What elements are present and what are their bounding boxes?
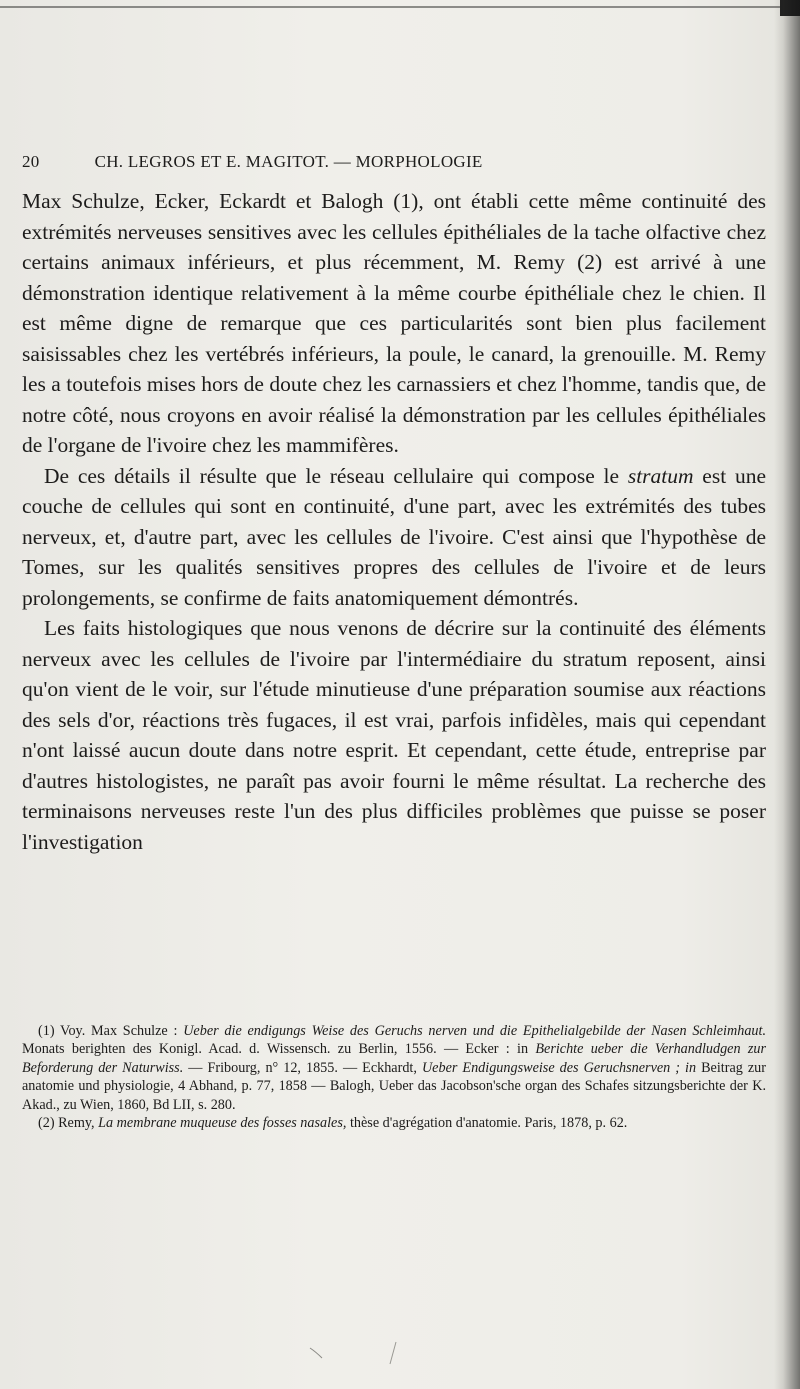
footnote-1-title-3: Ueber Endigungsweise des Geruchsnerven ; in (421, 1059, 697, 1076)
footnote-1-text-b: Monats berighten des Konigl. Acad. d. Wissensch. zu Berlin, 1556. — Ecker : in (22, 1041, 536, 1058)
footnote-1-text-d: Beitrag zur anatomie und physiologie, 4 Abhand, p. 77, 1858 — Balogh, Ueber das Jacobson'sche organ des Schafes sitzungsberichte der K. Akad., zu Wien, 1860, Bd LII, s. 280. (22, 1059, 766, 1113)
footnotes (22, 1022, 766, 1132)
scan-specks (300, 1340, 420, 1380)
footnote-1-title-1: Ueber die endigungs Weise des Geruchs nerven und die Epithelialgebilde der Nasen Schleimhaut. (183, 1023, 766, 1039)
running-head (22, 152, 762, 172)
footnote-2-text-a: (2) Remy, (38, 1115, 99, 1132)
paragraph-2-text-b: est une couche de cellules qui sont en continuité, d'une part, avec les extrémités des tubes nerveux, et, d'autre part, avec les cellules de l'ivoire. C'est ainsi que l'hypothèse de Tomes, sur les qualités sensitives propres des cellules de l'ivoire et de leurs prolongements, se confirme de faits anatomiquement démontrés. (22, 463, 766, 610)
paragraph-2-text-a: De ces détails il résulte que le réseau cellulaire qui compose le (44, 463, 628, 488)
page-number: 20 (22, 152, 40, 171)
running-title: CH. LEGROS ET E. MAGITOT. — MORPHOLOGIE (94, 152, 483, 171)
top-edge-rule (0, 6, 800, 8)
footnote-1 (22, 1022, 766, 1114)
paragraph-2 (22, 461, 766, 614)
footnote-1-title-2: Berichte ueber die Verhandludgen zur Beforderung der Naturwiss. (22, 1041, 766, 1076)
footnote-2-title: La membrane muqueuse des fosses nasales, (98, 1115, 347, 1132)
body-text (22, 186, 766, 857)
page-binding-shadow (774, 0, 800, 1389)
footnote-1-text-c: — Fribourg, n° 12, 1855. — Eckhardt, (183, 1059, 422, 1076)
footnote-1-text-a: (1) Voy. Max Schulze : (38, 1023, 184, 1039)
footnote-2 (22, 1114, 766, 1132)
paragraph-3: Les faits histologiques que nous venons de décrire sur la continuité des éléments nerveux avec les cellules de l'ivoire par l'intermédiaire du stratum reposent, ainsi qu'on vient de le voir, sur l'étude minutieuse d'une préparation soumise aux réactions des sels d'or, réactions très fugaces, il est vrai, parfois infidèles, mais qui cependant n'ont laissé aucun doute dans notre esprit. Et cependant, cette étude, entreprise par d'autres histologistes, ne paraît pas avoir fourni le même résultat. La recherche des terminaisons nerveuses reste l'un des plus difficiles problèmes que puisse se poser l'investigation (22, 616, 766, 854)
stratum-term: stratum (627, 463, 694, 488)
footnote-2-text-b: thèse d'agrégation d'anatomie. Paris, 1878, p. 62. (346, 1115, 628, 1132)
paragraph-1: Max Schulze, Ecker, Eckardt et Balogh (1), ont établi cette même continuité des extrémités nerveuses sensitives avec les cellules épithéliales de la tache olfactive chez certains animaux inférieurs, et plus récemment, M. Remy (2) est arrivé à une démonstration identique relativement à la même courbe épithéliale chez le chien. Il est même digne de remarque que ces particularités sont bien plus facilement saisissables chez les vertébrés inférieurs, la poule, le canard, la grenouille. M. Remy les a toutefois mises hors de doute chez les carnassiers et chez l'homme, tandis que, de notre côté, nous croyons en avoir réalisé la démonstration par les cellules épithéliales de l'organe de l'ivoire chez les mammifères. (22, 189, 766, 457)
